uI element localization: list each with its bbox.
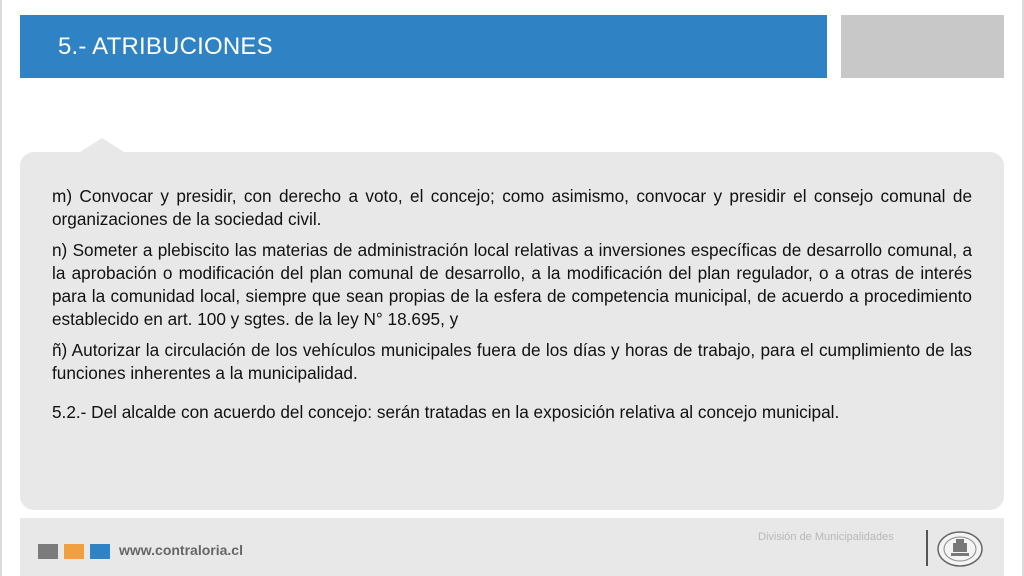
website-link[interactable]: www.contraloria.cl: [119, 542, 243, 558]
blue-square-icon: [90, 544, 110, 559]
orange-square-icon: [64, 544, 84, 559]
division-label: División de Municipalidades: [758, 531, 894, 543]
panel-notch: [80, 138, 124, 152]
slide-title: 5.- ATRIBUCIONES: [58, 32, 273, 60]
content-panel: [20, 152, 1004, 510]
paragraph-enie: ñ) Autorizar la circulación de los vehículos municipales fuera de los días y horas de trabajo, para el cumplimiento de las funciones inherentes a la municipalidad.: [52, 340, 972, 383]
footer-divider: [926, 530, 928, 566]
paragraph-5-2: 5.2.- Del alcalde con acuerdo del concejo: serán tratadas en la exposición relativa al concejo municipal.: [52, 402, 840, 422]
footer: [20, 518, 1004, 576]
title-bar: [20, 15, 827, 78]
grey-square-icon: [38, 544, 58, 559]
contraloria-seal-icon: [936, 530, 984, 568]
title-side-block: [841, 15, 1004, 78]
left-edge-line: [0, 0, 2, 576]
paragraph-m: m) Convocar y presidir, con derecho a voto, el concejo; como asimismo, convocar y presidir el consejo comunal de organizaciones de la sociedad civil.: [52, 186, 972, 229]
paragraph-n: n) Someter a plebiscito las materias de administración local relativas a inversiones específicas de desarrollo comunal, a la aprobación o modificación del plan comunal de desarrollo, a la modificación del plan regulador, o a otras de interés para la comunidad local, siempre que sean propias de la esfera de competencia municipal, de acuerdo a procedimiento establecido en art. 100 y sgtes. de la ley N° 18.695, y: [52, 240, 972, 329]
